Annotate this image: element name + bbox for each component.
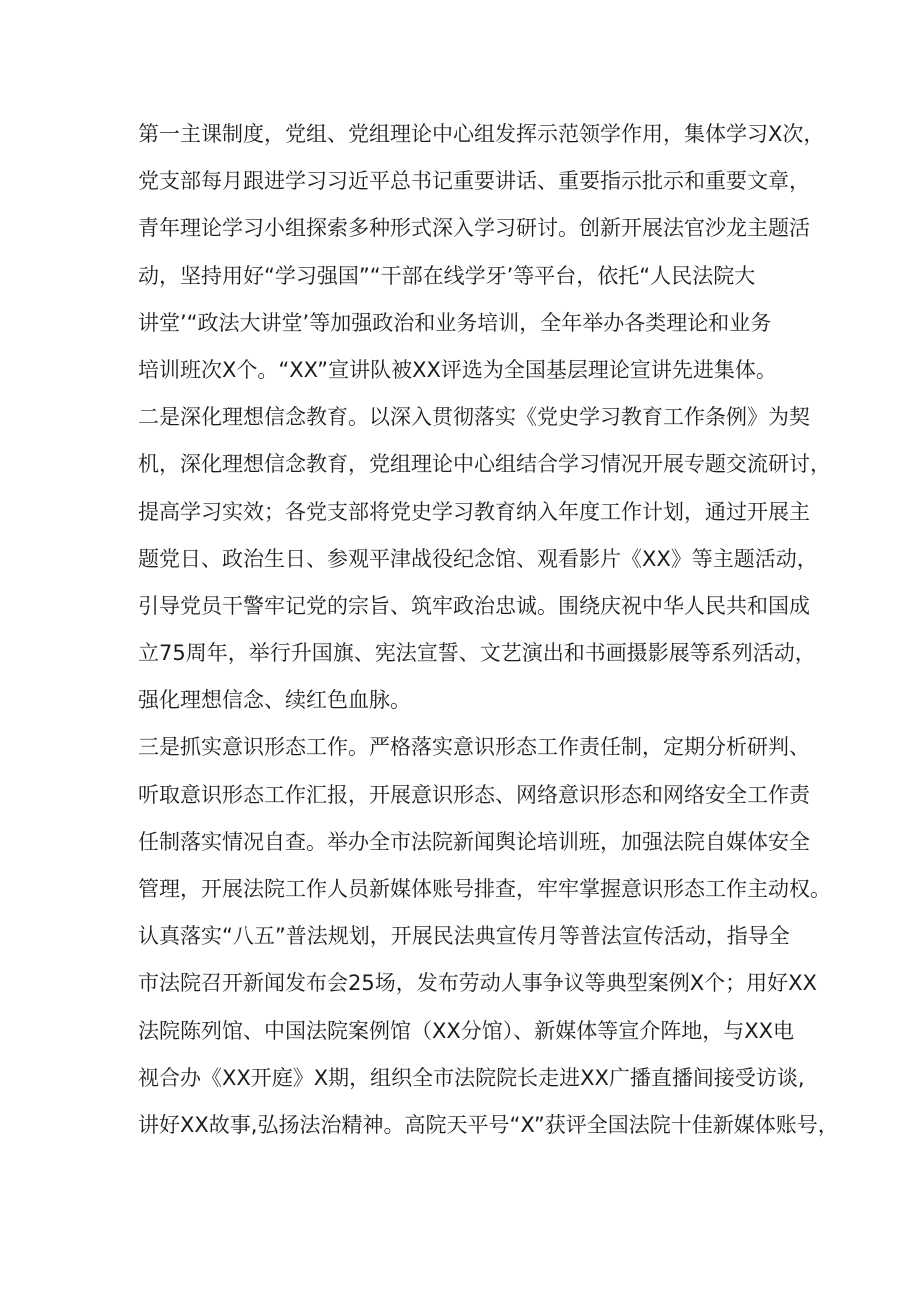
document-body <box>138 111 839 1149</box>
text-line-18: 认真落实“八五”普法规划，开展民法典宣传月等普法宣传活动，指导全 <box>138 924 790 949</box>
text-line-19: 市法院召开新闻发布会25场，发布劳动人事争议等典型案例X个；用好XX <box>138 971 817 996</box>
text-line-3: 青年理论学习小组探索多种形式深入学习研讨。创新开展法官沙龙主题活 <box>138 216 810 241</box>
text-line-8: 机，深化理想信念教育，党组理论中心组结合学习情况开展专题交流研讨， <box>138 452 831 477</box>
text-line-7: 二是深化理想信念教育。以深入贯彻落实《党史学习教育工作条例》为契 <box>138 405 810 430</box>
text-line-16: 任制落实情况自查。举办全市法院新闻舆论培训班，加强法院自媒体安全 <box>138 829 810 854</box>
text-line-10: 题党日、政治生日、参观平津战役纪念馆、观看影片《XX》等主题活动， <box>138 546 818 571</box>
text-line-13: 强化理想信念、续红色血脉。 <box>138 688 411 713</box>
text-line-6: 培训班次X个。“XX”宣讲队被XX评选为全国基层理论宣讲先进集体。 <box>138 357 777 382</box>
text-line-17: 管理，开展法院工作人员新媒体账号排查，牢牢掌握意识形态工作主动权。 <box>138 877 831 901</box>
text-line-2: 党支部每月跟进学习习近平总书记重要讲话、重要指示批示和重要文章， <box>138 169 810 194</box>
text-line-15: 听取意识形态工作汇报，开展意识形态、网络意识形态和网络安全工作责 <box>138 782 810 807</box>
text-line-5: 讲堂’“政法大讲堂’等加强政治和业务培训，全年举办各类理论和业务 <box>138 310 772 335</box>
text-line-21: 视合办《XX开庭》X期，组织全市法院院长走进XX广播直播间接受访谈, <box>138 1065 805 1090</box>
text-line-9: 提高学习实效；各党支部将党史学习教育纳入年度工作计划，通过开展主 <box>138 499 810 524</box>
text-line-20: 法院陈列馆、中国法院案例馆（XX分馆）、新媒体等宣介阵地，与XX电 <box>138 1018 795 1043</box>
text-line-1: 第一主课制度，党组、党组理论中心组发挥示范领学作用，集体学习X次， <box>138 122 825 146</box>
text-line-12: 立75周年，举行升国旗、宪法宣誓、文艺演出和书画摄影展等系列活动， <box>138 641 816 666</box>
text-line-14: 三是抓实意识形态工作。严格落实意识形态工作责任制，定期分析研判、 <box>138 735 810 760</box>
text-line-22: 讲好XX故事,弘扬法治精神。高院天平号“X”获评全国法院十佳新媒体账号， <box>138 1112 839 1137</box>
text-line-4: 动，坚持用好“学习强国”“干部在线学牙’等平台，依托“人民法院大 <box>138 263 756 288</box>
text-line-11: 引导党员干警牢记党的宗旨、筑牢政治忠诚。围绕庆祝中华人民共和国成 <box>138 593 810 618</box>
